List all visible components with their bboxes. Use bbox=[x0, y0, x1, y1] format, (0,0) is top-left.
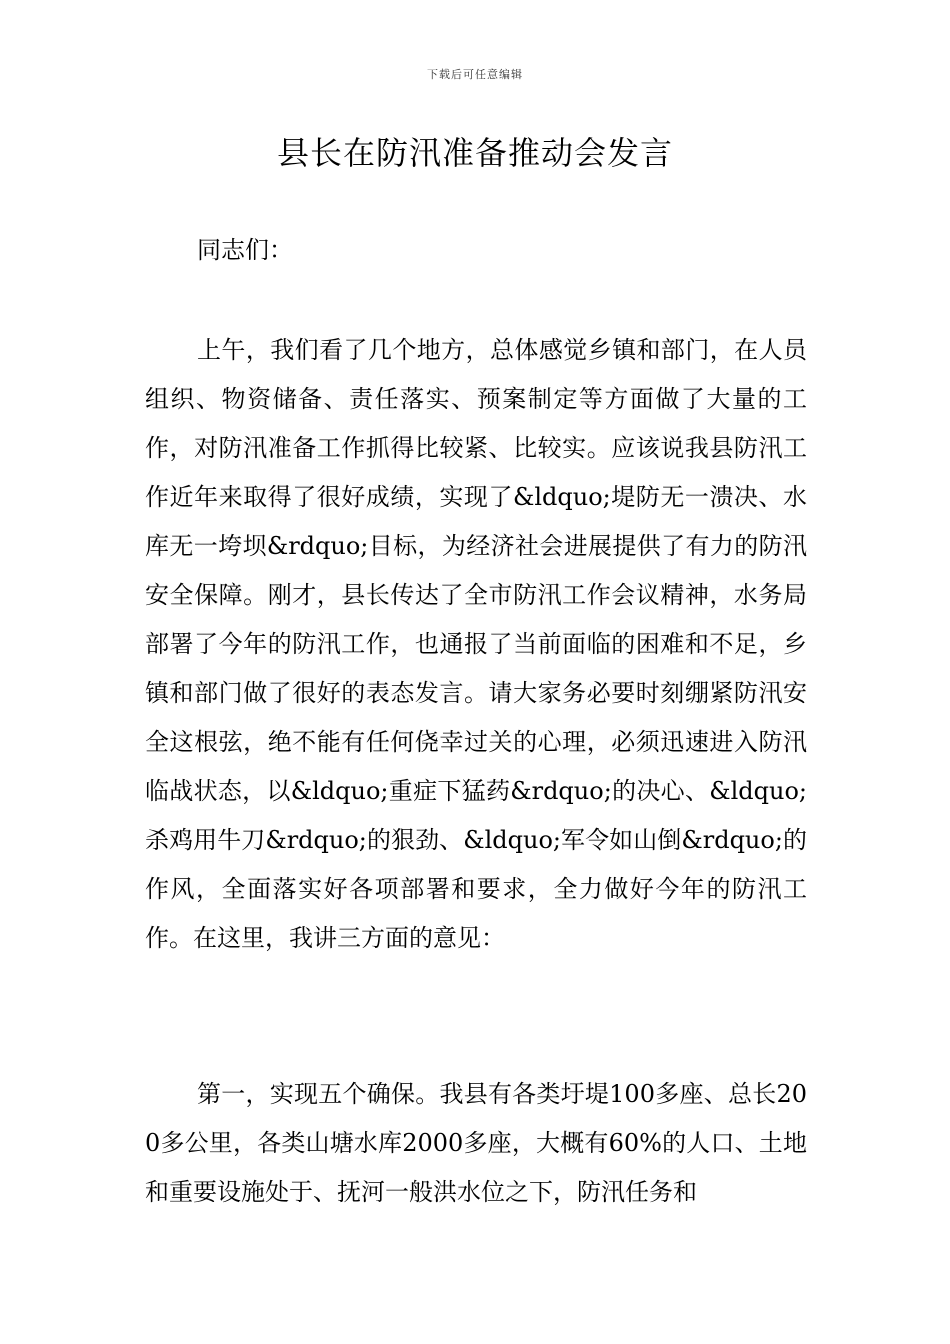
paragraph: 上午，我们看了几个地方，总体感觉乡镇和部门，在人员组织、物资储备、责任落实、预案制定等方面做了大量的工作，对防汛准备工作抓得比较紧、比较实。应该说我县防汛工作近年来取得了很好成绩，实现了&ldquo;堤防无一溃决、水库无一垮坝&rdquo;目标，为经济社会进展提供了有力的防汛安全保障。刚才，县长传达了全市防汛工作会议精神，水务局部署了今年的防汛工作，也通报了当前面临的困难和不足，乡镇和部门做了很好的表态发言。请大家务必要时刻绷紧防汛安全这根弦，绝不能有任何侥幸过关的心理，必须迅速进入防汛临战状态，以&ldquo;重症下猛药&rdquo;的决心、&ldquo;杀鸡用牛刀&rdquo;的狠劲、&ldquo;军令如山倒&rdquo;的作风，全面落实好各项部署和要求，全力做好今年的防汛工作。在这里，我讲三方面的意见： bbox=[145, 336, 807, 952]
document-title: 县长在防汛准备推动会发言 bbox=[276, 134, 673, 172]
header-note: 下载后可任意编辑 bbox=[427, 68, 523, 81]
salutation: 同志们： bbox=[197, 236, 293, 264]
paragraph: 第一，实现五个确保。我县有各类圩堤100多座、总长200多公里，各类山塘水库2000多座，大概有60%的人口、土地和重要设施处于、抚河一般洪水位之下，防汛任务和 bbox=[145, 1080, 807, 1206]
